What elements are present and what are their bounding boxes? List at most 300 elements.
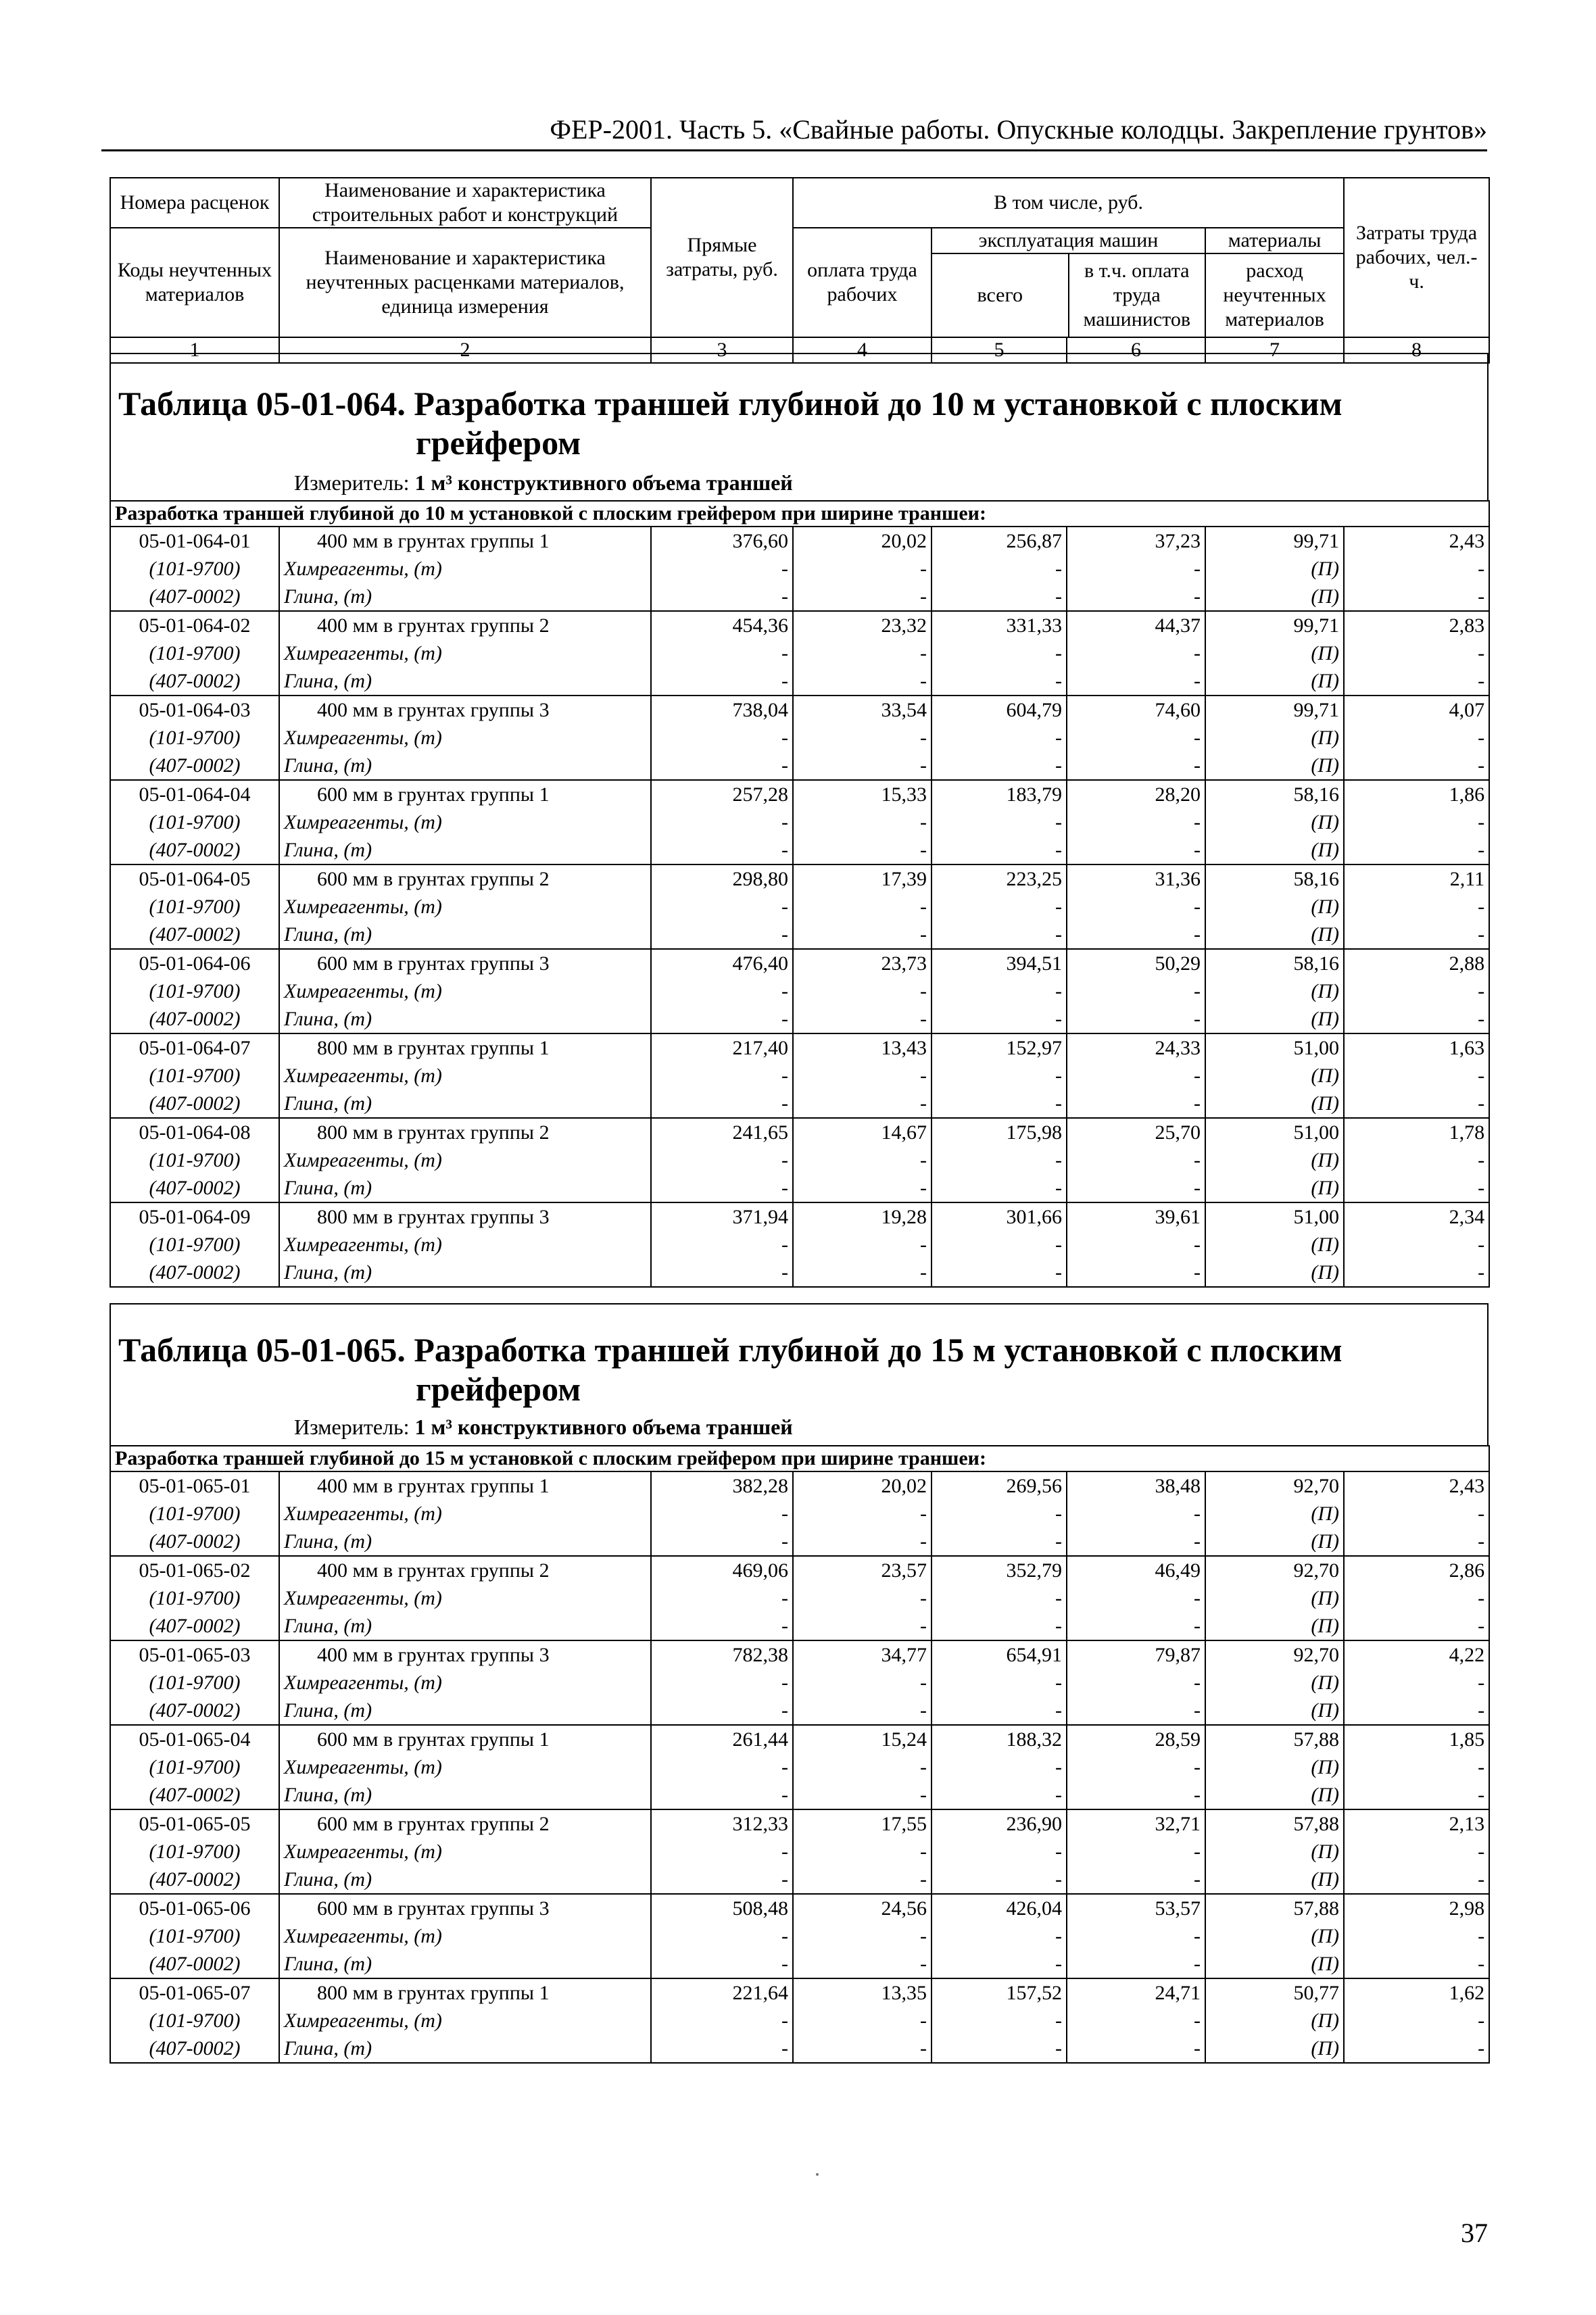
rate-name: 600 мм в грунтах группы 2	[279, 1809, 651, 1838]
machinist-labor-cost: 79,87	[1067, 1640, 1205, 1669]
rate-row	[110, 949, 1489, 977]
dash-cell: -	[1344, 555, 1489, 583]
dash-cell: -	[793, 1090, 932, 1118]
rate-row	[110, 527, 1489, 555]
rate-code: 05-01-064-02	[110, 611, 279, 639]
material-name: Глина, (т)	[279, 2034, 651, 2063]
rate-name: 600 мм в грунтах группы 1	[279, 1725, 651, 1753]
rate-name: 800 мм в грунтах группы 3	[279, 1202, 651, 1231]
dash-cell: -	[793, 1697, 932, 1725]
dash-cell: -	[932, 1231, 1067, 1259]
dash-cell: -	[1344, 1528, 1489, 1556]
dash-cell: -	[1344, 1146, 1489, 1174]
dash-cell: -	[651, 1950, 793, 1978]
dash-cell: -	[1067, 1146, 1205, 1174]
rate-row	[110, 1725, 1489, 1753]
direct-cost: 221,64	[651, 1978, 793, 2007]
direct-cost: 738,04	[651, 696, 793, 724]
material-name: Химреагенты, (т)	[279, 1922, 651, 1950]
material-code: (101-9700)	[110, 893, 279, 921]
material-name: Химреагенты, (т)	[279, 1584, 651, 1612]
material-name: Глина, (т)	[279, 1612, 651, 1640]
rate-row	[110, 1809, 1489, 1838]
material-cost: 92,70	[1205, 1471, 1344, 1500]
dash-cell: -	[1344, 808, 1489, 836]
material-unit: (П)	[1205, 1697, 1344, 1725]
dash-cell: -	[1067, 808, 1205, 836]
dash-cell: -	[651, 639, 793, 667]
dash-cell: -	[651, 1528, 793, 1556]
material-name: Глина, (т)	[279, 836, 651, 864]
material-code: (101-9700)	[110, 1753, 279, 1781]
dash-cell: -	[793, 1500, 932, 1528]
machine-cost: 188,32	[932, 1725, 1067, 1753]
rate-name: 600 мм в грунтах группы 3	[279, 1894, 651, 1922]
material-name: Глина, (т)	[279, 667, 651, 696]
dash-cell: -	[932, 921, 1067, 949]
material-row	[110, 1612, 1489, 1640]
material-code: (407-0002)	[110, 1090, 279, 1118]
material-code: (101-9700)	[110, 1062, 279, 1090]
rate-name: 800 мм в грунтах группы 1	[279, 1978, 651, 2007]
labor-cost: 15,24	[793, 1725, 932, 1753]
dash-cell: -	[1344, 1838, 1489, 1866]
labor-cost: 13,35	[793, 1978, 932, 2007]
material-cost: 58,16	[1205, 780, 1344, 808]
material-row	[110, 1174, 1489, 1202]
direct-cost: 217,40	[651, 1033, 793, 1062]
machinist-labor-cost: 31,36	[1067, 864, 1205, 893]
dash-cell: -	[1344, 1866, 1489, 1894]
machine-cost: 426,04	[932, 1894, 1067, 1922]
rate-name: 800 мм в грунтах группы 1	[279, 1033, 651, 1062]
dash-cell: -	[1344, 1922, 1489, 1950]
dash-cell: -	[793, 1231, 932, 1259]
material-name: Химреагенты, (т)	[279, 1500, 651, 1528]
dash-cell: -	[651, 977, 793, 1005]
labor-cost: 23,73	[793, 949, 932, 977]
rate-code: 05-01-065-05	[110, 1809, 279, 1838]
dash-cell: -	[793, 724, 932, 752]
dash-cell: -	[1067, 1950, 1205, 1978]
material-code: (407-0002)	[110, 2034, 279, 2063]
material-cost: 99,71	[1205, 527, 1344, 555]
rate-row	[110, 1894, 1489, 1922]
material-unit: (П)	[1205, 836, 1344, 864]
material-row	[110, 1950, 1489, 1978]
dash-cell: -	[932, 1584, 1067, 1612]
dash-cell: -	[793, 1669, 932, 1697]
material-code: (407-0002)	[110, 1950, 279, 1978]
material-unit: (П)	[1205, 1146, 1344, 1174]
materials-heading: материалы	[1206, 228, 1343, 253]
dash-cell: -	[932, 977, 1067, 1005]
dash-cell: -	[651, 1259, 793, 1287]
rate-code: 05-01-064-03	[110, 696, 279, 724]
material-row	[110, 836, 1489, 864]
material-unit: (П)	[1205, 921, 1344, 949]
material-unit: (П)	[1205, 1005, 1344, 1033]
table-065-data	[110, 1445, 1490, 2064]
dash-cell: -	[1067, 583, 1205, 611]
dash-cell: -	[932, 1753, 1067, 1781]
rate-name: 400 мм в грунтах группы 1	[279, 1471, 651, 1500]
machine-cost: 152,97	[932, 1033, 1067, 1062]
material-row	[110, 1259, 1489, 1287]
rate-row	[110, 1471, 1489, 1500]
rate-name: 400 мм в грунтах группы 2	[279, 1556, 651, 1584]
dash-cell: -	[932, 893, 1067, 921]
col-number: 1	[110, 337, 279, 363]
dash-cell: -	[651, 2034, 793, 2063]
col2-bottom-heading: Наименование и характеристика неучтенных расценками материалов, единица измерения	[279, 228, 651, 337]
dash-cell: -	[793, 893, 932, 921]
material-row	[110, 808, 1489, 836]
direct-cost: 371,94	[651, 1202, 793, 1231]
dash-cell: -	[793, 752, 932, 780]
material-name: Химреагенты, (т)	[279, 808, 651, 836]
dash-cell: -	[1067, 752, 1205, 780]
labor-cost: 15,33	[793, 780, 932, 808]
dash-cell: -	[651, 1669, 793, 1697]
dash-cell: -	[1067, 724, 1205, 752]
dash-cell: -	[1067, 977, 1205, 1005]
table-065-measure: Измеритель: 1 м³ конструктивного объема траншей	[294, 1415, 793, 1439]
dash-cell: -	[1344, 1612, 1489, 1640]
material-name: Химреагенты, (т)	[279, 1062, 651, 1090]
material-name: Химреагенты, (т)	[279, 1146, 651, 1174]
dash-cell: -	[1344, 1062, 1489, 1090]
dash-cell: -	[651, 1697, 793, 1725]
labor-hours: 2,43	[1344, 527, 1489, 555]
labor-cost: 23,57	[793, 1556, 932, 1584]
material-code: (407-0002)	[110, 836, 279, 864]
col7-heading: расход неучтенных материалов	[1223, 260, 1326, 331]
dash-cell: -	[1344, 1781, 1489, 1809]
labor-cost: 24,56	[793, 1894, 932, 1922]
material-code: (101-9700)	[110, 724, 279, 752]
labor-cost: 23,32	[793, 611, 932, 639]
material-name: Химреагенты, (т)	[279, 977, 651, 1005]
dash-cell: -	[651, 752, 793, 780]
dash-cell: -	[1067, 1584, 1205, 1612]
material-unit: (П)	[1205, 752, 1344, 780]
dash-cell: -	[1067, 1005, 1205, 1033]
rate-code: 05-01-065-06	[110, 1894, 279, 1922]
dash-cell: -	[1067, 1231, 1205, 1259]
dash-cell: -	[1067, 1612, 1205, 1640]
dash-cell: -	[1344, 1005, 1489, 1033]
dash-cell: -	[651, 2007, 793, 2034]
material-row	[110, 583, 1489, 611]
material-unit: (П)	[1205, 1500, 1344, 1528]
material-row	[110, 1697, 1489, 1725]
labor-cost: 14,67	[793, 1118, 932, 1146]
rate-code: 05-01-064-06	[110, 949, 279, 977]
machine-cost: 223,25	[932, 864, 1067, 893]
material-name: Глина, (т)	[279, 583, 651, 611]
dash-cell: -	[793, 1584, 932, 1612]
material-unit: (П)	[1205, 977, 1344, 1005]
dash-cell: -	[1344, 1231, 1489, 1259]
dash-cell: -	[1067, 639, 1205, 667]
rate-row	[110, 611, 1489, 639]
material-unit: (П)	[1205, 808, 1344, 836]
rate-row	[110, 780, 1489, 808]
material-name: Химреагенты, (т)	[279, 1753, 651, 1781]
rate-code: 05-01-064-04	[110, 780, 279, 808]
dash-cell: -	[1067, 921, 1205, 949]
machines-group	[932, 228, 1205, 337]
machine-cost: 236,90	[932, 1809, 1067, 1838]
dash-cell: -	[651, 1146, 793, 1174]
direct-cost: 241,65	[651, 1118, 793, 1146]
material-code: (101-9700)	[110, 555, 279, 583]
dash-cell: -	[793, 1838, 932, 1866]
material-code: (101-9700)	[110, 639, 279, 667]
material-unit: (П)	[1205, 893, 1344, 921]
dash-cell: -	[1067, 1781, 1205, 1809]
dash-cell: -	[932, 1528, 1067, 1556]
material-code: (101-9700)	[110, 1838, 279, 1866]
including-heading: В том числе, руб.	[793, 178, 1344, 228]
col3-heading: Прямые затраты, руб.	[651, 178, 793, 337]
machine-cost: 394,51	[932, 949, 1067, 977]
dash-cell: -	[1344, 1500, 1489, 1528]
col-number: 3	[651, 337, 793, 363]
dash-cell: -	[1344, 583, 1489, 611]
labor-cost: 19,28	[793, 1202, 932, 1231]
material-row	[110, 1753, 1489, 1781]
dash-cell: -	[1344, 2007, 1489, 2034]
labor-cost: 17,55	[793, 1809, 932, 1838]
rate-row	[110, 696, 1489, 724]
material-name: Химреагенты, (т)	[279, 1231, 651, 1259]
dash-cell: -	[793, 639, 932, 667]
material-cost: 58,16	[1205, 864, 1344, 893]
rate-row	[110, 1556, 1489, 1584]
material-unit: (П)	[1205, 1528, 1344, 1556]
col2-top-heading: Наименование и характеристика строительных работ и конструкций	[279, 178, 651, 228]
labor-hours: 2,83	[1344, 611, 1489, 639]
rate-row	[110, 1978, 1489, 2007]
material-row	[110, 1781, 1489, 1809]
material-code: (407-0002)	[110, 1174, 279, 1202]
rate-name: 800 мм в грунтах группы 2	[279, 1118, 651, 1146]
dash-cell: -	[1067, 1838, 1205, 1866]
dash-cell: -	[651, 1753, 793, 1781]
dash-cell: -	[1344, 667, 1489, 696]
dash-cell: -	[1344, 893, 1489, 921]
dash-cell: -	[793, 1005, 932, 1033]
rate-code: 05-01-065-04	[110, 1725, 279, 1753]
material-cost: 99,71	[1205, 611, 1344, 639]
material-name: Глина, (т)	[279, 1950, 651, 1978]
material-unit: (П)	[1205, 1838, 1344, 1866]
labor-hours: 2,98	[1344, 1894, 1489, 1922]
dash-cell: -	[651, 1584, 793, 1612]
material-row	[110, 555, 1489, 583]
material-name: Глина, (т)	[279, 921, 651, 949]
dash-cell: -	[932, 583, 1067, 611]
rate-code: 05-01-065-03	[110, 1640, 279, 1669]
labor-cost: 17,39	[793, 864, 932, 893]
table-065-title: Таблица 05-01-065. Разработка траншей глубиной до 15 м установкой с плоским грейфером	[118, 1331, 1343, 1408]
dash-cell: -	[651, 1781, 793, 1809]
rate-row	[110, 1202, 1489, 1231]
material-unit: (П)	[1205, 1950, 1344, 1978]
dash-cell: -	[651, 1866, 793, 1894]
material-row	[110, 2034, 1489, 2063]
dash-cell: -	[793, 1753, 932, 1781]
dash-cell: -	[793, 1612, 932, 1640]
dash-cell: -	[932, 724, 1067, 752]
material-code: (101-9700)	[110, 1146, 279, 1174]
dash-cell: -	[793, 808, 932, 836]
material-name: Глина, (т)	[279, 1090, 651, 1118]
material-row	[110, 1005, 1489, 1033]
dash-cell: -	[651, 1612, 793, 1640]
labor-cost: 13,43	[793, 1033, 932, 1062]
dash-cell: -	[1344, 1174, 1489, 1202]
material-code: (407-0002)	[110, 1781, 279, 1809]
machinist-labor-cost: 50,29	[1067, 949, 1205, 977]
dash-cell: -	[1344, 1697, 1489, 1725]
dash-cell: -	[1344, 836, 1489, 864]
material-name: Химреагенты, (т)	[279, 639, 651, 667]
material-name: Химреагенты, (т)	[279, 555, 651, 583]
running-header: ФЕР-2001. Часть 5. «Свайные работы. Опускные колодцы. Закрепление грунтов»	[101, 114, 1487, 151]
material-code: (407-0002)	[110, 667, 279, 696]
dash-cell: -	[1067, 836, 1205, 864]
rate-name: 400 мм в грунтах группы 2	[279, 611, 651, 639]
machine-cost: 256,87	[932, 527, 1067, 555]
material-row	[110, 1062, 1489, 1090]
material-row	[110, 1866, 1489, 1894]
dash-cell: -	[1344, 1584, 1489, 1612]
column-header-table	[110, 177, 1490, 364]
dash-cell: -	[651, 1174, 793, 1202]
direct-cost: 508,48	[651, 1894, 793, 1922]
col-number: 5	[932, 337, 1067, 363]
dash-cell: -	[1067, 1753, 1205, 1781]
machine-cost: 331,33	[932, 611, 1067, 639]
direct-cost: 261,44	[651, 1725, 793, 1753]
labor-hours: 2,13	[1344, 1809, 1489, 1838]
labor-hours: 1,62	[1344, 1978, 1489, 2007]
material-unit: (П)	[1205, 2007, 1344, 2034]
dash-cell: -	[1344, 1090, 1489, 1118]
dash-cell: -	[932, 1922, 1067, 1950]
dash-cell: -	[651, 893, 793, 921]
dash-cell: -	[651, 583, 793, 611]
dash-cell: -	[932, 2007, 1067, 2034]
dash-cell: -	[932, 1146, 1067, 1174]
machine-cost: 301,66	[932, 1202, 1067, 1231]
dash-cell: -	[1067, 1090, 1205, 1118]
dash-cell: -	[1067, 1062, 1205, 1090]
material-row	[110, 2007, 1489, 2034]
material-name: Глина, (т)	[279, 1697, 651, 1725]
col4-heading: оплата труда рабочих	[793, 228, 932, 337]
labor-cost: 33,54	[793, 696, 932, 724]
dash-cell: -	[1067, 2007, 1205, 2034]
rate-name: 600 мм в грунтах группы 1	[279, 780, 651, 808]
dash-cell: -	[651, 667, 793, 696]
dash-cell: -	[1067, 667, 1205, 696]
dash-cell: -	[932, 555, 1067, 583]
material-code: (101-9700)	[110, 1669, 279, 1697]
machinist-labor-cost: 53,57	[1067, 1894, 1205, 1922]
material-code: (407-0002)	[110, 583, 279, 611]
direct-cost: 376,60	[651, 527, 793, 555]
material-row	[110, 1838, 1489, 1866]
rate-name: 400 мм в грунтах группы 1	[279, 527, 651, 555]
dash-cell: -	[932, 1500, 1067, 1528]
direct-cost: 312,33	[651, 1809, 793, 1838]
material-row	[110, 1584, 1489, 1612]
material-name: Химреагенты, (т)	[279, 1838, 651, 1866]
material-unit: (П)	[1205, 724, 1344, 752]
dash-cell: -	[793, 1922, 932, 1950]
dash-cell: -	[932, 808, 1067, 836]
dash-cell: -	[651, 1231, 793, 1259]
dash-cell: -	[793, 583, 932, 611]
rate-name: 400 мм в грунтах группы 3	[279, 696, 651, 724]
machine-cost: 183,79	[932, 780, 1067, 808]
dash-cell: -	[932, 1866, 1067, 1894]
labor-hours: 2,88	[1344, 949, 1489, 977]
dash-cell: -	[651, 1922, 793, 1950]
dash-cell: -	[1067, 1528, 1205, 1556]
material-name: Глина, (т)	[279, 1866, 651, 1894]
dash-cell: -	[793, 2007, 932, 2034]
material-unit: (П)	[1205, 1584, 1344, 1612]
dash-cell: -	[1067, 1922, 1205, 1950]
material-name: Глина, (т)	[279, 1528, 651, 1556]
material-cost: 92,70	[1205, 1556, 1344, 1584]
dash-cell: -	[932, 1174, 1067, 1202]
dash-cell: -	[793, 1950, 932, 1978]
material-row	[110, 1669, 1489, 1697]
material-code: (407-0002)	[110, 1528, 279, 1556]
material-code: (101-9700)	[110, 1500, 279, 1528]
material-unit: (П)	[1205, 1259, 1344, 1287]
material-cost: 50,77	[1205, 1978, 1344, 2007]
dash-cell: -	[932, 836, 1067, 864]
machinist-labor-cost: 37,23	[1067, 527, 1205, 555]
material-unit: (П)	[1205, 1062, 1344, 1090]
dash-cell: -	[793, 1781, 932, 1809]
dash-cell: -	[932, 1090, 1067, 1118]
dash-cell: -	[932, 1669, 1067, 1697]
dash-cell: -	[932, 1838, 1067, 1866]
direct-cost: 298,80	[651, 864, 793, 893]
col-number: 4	[793, 337, 932, 363]
material-cost: 51,00	[1205, 1202, 1344, 1231]
labor-hours: 1,85	[1344, 1725, 1489, 1753]
dash-cell: -	[1344, 1950, 1489, 1978]
dash-cell: -	[651, 724, 793, 752]
material-cost: 51,00	[1205, 1118, 1344, 1146]
machines-heading: эксплуатация машин	[932, 228, 1205, 253]
labor-cost: 20,02	[793, 527, 932, 555]
dash-cell: -	[651, 1500, 793, 1528]
dash-cell: -	[1067, 1500, 1205, 1528]
dash-cell: -	[1344, 1259, 1489, 1287]
material-unit: (П)	[1205, 1612, 1344, 1640]
dash-cell: -	[932, 1697, 1067, 1725]
